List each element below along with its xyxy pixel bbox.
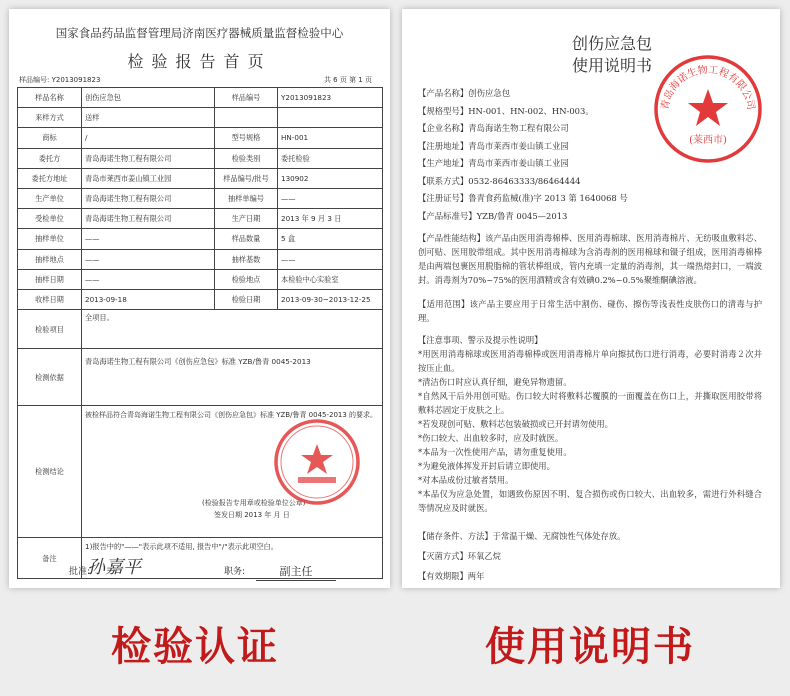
table-label-cell: 生产单位 [18, 188, 82, 208]
post-label: 职务: [224, 567, 246, 577]
manual-field [418, 105, 762, 117]
table-value-cell: 委托检验 [278, 148, 383, 168]
report-page-count: 共 6 页 第 1 页 [323, 76, 372, 84]
table-label-cell: 商标 [18, 128, 82, 148]
manual-title-product: 创伤应急包 [571, 34, 652, 53]
application-scope: 【适用范围】该产品主要应用于日常生活中割伤、碰伤、擦伤等浅表性皮肤伤口的清毒与护理。 [418, 299, 762, 323]
company-seal-text-path: 青岛海诺生物工程有限公司 [659, 64, 757, 111]
table-row [18, 148, 383, 168]
manual-field [418, 192, 762, 204]
warning-item: *伤口较大、出血较多时，应及时就医。 [418, 433, 564, 443]
storage-conditions: 【储存条件、方法】于常温干燥、无腐蚀性气体处存放。 [418, 531, 626, 541]
table-label-cell: 受检单位 [18, 209, 82, 229]
manual-field-key: 【产品标准号】 [418, 210, 477, 221]
inspection-seal-icon [272, 417, 362, 507]
caption-inspection-certification: 检验认证 [111, 624, 279, 670]
table-value-cell: 2013 年 9 月 3 日 [278, 209, 383, 229]
manual-field-key: 【联系方式】 [418, 175, 469, 186]
manual-field-value: 鲁青食药监械(准)字 2013 第 1640068 号 [468, 193, 628, 203]
table-label-cell: 检验日期 [215, 289, 278, 309]
conclusion-date: 签发日期 2013 年 月 日 [214, 511, 290, 520]
table-value-cell: —— [82, 249, 215, 269]
table-label-cell: 样品名称 [18, 88, 82, 108]
table-value-cell: 2013-09-30~2013-12-25 [278, 289, 383, 309]
table-label-cell: 抽样单编号 [215, 188, 278, 208]
warning-item: *若发现创可贴、敷料芯包装破损或已开封请勿使用。 [418, 419, 613, 429]
table-row [18, 310, 383, 349]
basis-label: 检测依据 [18, 349, 82, 406]
test-items-value: 全项目。 [82, 310, 383, 349]
table-value-cell: 5 盒 [278, 229, 383, 249]
manual-field [418, 87, 762, 99]
manual-field-value: 创伤应急包 [468, 88, 511, 98]
validity-period: 【有效期限】两年 [418, 571, 485, 581]
table-label-cell: 检验类别 [215, 148, 278, 168]
table-label-cell [215, 108, 278, 128]
table-value-cell: 青岛海诺生物工程有限公司 [82, 148, 215, 168]
manual-field-value: 0532-86463333/86464444 [468, 175, 581, 186]
manual-field-key: 【规格型号】 [418, 105, 469, 116]
conclusion-cell [82, 407, 382, 536]
manual-field-value: HN-001、HN-002、HN-003。 [468, 105, 594, 116]
company-seal-subtext: (莱西市) [689, 135, 727, 146]
report-title: 检验报告首页 [127, 52, 272, 71]
manual-field-key: 【注册地址】 [418, 140, 469, 151]
conclusion-text: 被检样品符合青岛海诺生物工程有限公司《创伤应急包》标准 YZB/鲁青 0045-2013 的要求。 [85, 411, 378, 420]
table-label-cell: 样品编号/批号 [215, 168, 278, 188]
approve-label: 批准: [69, 567, 91, 577]
warning-item: *自然风干后外用创可贴。伤口较大时将敷料芯覆膜的一面覆盖在伤口上，并撕取医用胶带将敷料芯固定于皮肤之上。 [418, 391, 762, 415]
table-row [18, 289, 383, 309]
warning-item: *本品仅为应急处置，如遇致伤原因不明、复合损伤或伤口较大、出血较多，需进行外科缝合等情况应及时就医。 [418, 489, 762, 513]
manual-field [418, 122, 762, 134]
table-value-cell: —— [278, 249, 383, 269]
warning-item: *对本品成份过敏者禁用。 [418, 475, 514, 485]
table-value-cell: —— [278, 188, 383, 208]
warnings-section [418, 333, 762, 515]
manual-field-value: 青岛海诺生物工程有限公司 [468, 123, 569, 133]
table-label-cell: 抽样地点 [18, 249, 82, 269]
inspection-report-document [9, 9, 390, 588]
table-value-cell: / [82, 128, 215, 148]
table-value-cell: 青岛市莱西市姜山镇工业园 [82, 168, 215, 188]
table-value-cell: Y2013091823 [278, 88, 383, 108]
manual-field-key: 【产品名称】 [418, 88, 469, 98]
table-value-cell: 创伤应急包 [82, 88, 215, 108]
performance-structure: 【产品性能结构】该产品由医用消毒棉棒、医用消毒棉球、医用消毒棉片、无纺吸血敷料芯、创可贴、医用胶带组成。其中医用消毒棉球为含消毒剂的医用棉球和镊子组成，医用消毒棉棒是由两端包裹医用脱脂棉的管状棒组成，管内充填一定量的消毒剂，其一端热熔封口，一端波封。消毒剂为70%~75%的医用酒精或含有效碘0.2%~0.5%聚维酮碘溶液。 [418, 233, 762, 285]
table-label-cell: 委托方 [18, 148, 82, 168]
test-items-label: 检验项目 [18, 310, 82, 349]
post-value: 副主任 [256, 563, 336, 581]
manual-field-value: 青岛市莱西市姜山镇工业园 [468, 158, 569, 168]
table-label-cell: 生产日期 [215, 209, 278, 229]
manual-field-value: YZB/鲁青 0045—2013 [476, 210, 568, 221]
table-row [18, 349, 383, 406]
manual-field [418, 210, 762, 222]
table-row [18, 188, 383, 208]
table-label-cell: 收样日期 [18, 289, 82, 309]
table-row [18, 108, 383, 128]
table-row [18, 229, 383, 249]
table-value-cell: 130902 [278, 168, 383, 188]
approver-signature: 孙嘉平 [87, 557, 141, 578]
table-row [18, 209, 383, 229]
warning-item: *为避免液体挥发开封后请立即使用。 [418, 461, 555, 471]
table-value-cell: 青岛海诺生物工程有限公司 [82, 188, 215, 208]
table-value-cell: 送样 [82, 108, 215, 128]
warning-item: *清洁伤口时应认真仔细，避免异物遗留。 [418, 377, 572, 387]
warning-item: *用医用消毒棉球或医用消毒棉棒或医用消毒棉片单向擦拭伤口进行消毒，必要时消毒２次并按压止血。 [418, 349, 762, 373]
table-value-cell: —— [82, 229, 215, 249]
table-label-cell: 抽样日期 [18, 269, 82, 289]
table-value-cell: HN-001 [278, 128, 383, 148]
table-label-cell: 型号规格 [215, 128, 278, 148]
warning-item: 【注意事项、警示及提示性说明】 [418, 335, 543, 345]
table-value-cell: 本检验中心实验室 [278, 269, 383, 289]
manual-field [418, 157, 762, 169]
manual-field [418, 175, 762, 187]
table-label-cell: 委托方地址 [18, 168, 82, 188]
table-label-cell: 样品数量 [215, 229, 278, 249]
manual-field-key: 【企业名称】 [418, 123, 469, 133]
report-sample-number: 样品编号: Y2013091823 [19, 76, 101, 84]
table-row [18, 249, 383, 269]
warning-item: *本品为一次性使用产品，请勿重复使用。 [418, 447, 572, 457]
table-row [18, 269, 383, 289]
table-label-cell: 来样方式 [18, 108, 82, 128]
conclusion-seal-note: (检验报告专用章或检验单位公章) [202, 499, 306, 508]
sterilization-method: 【灭菌方式】环氧乙烷 [418, 551, 501, 561]
manual-title: 使用说明书 [571, 56, 652, 75]
remark-label: 备注 [18, 538, 82, 579]
table-value-cell [278, 108, 383, 128]
table-label-cell: 抽样基数 [215, 249, 278, 269]
report-organization: 国家食品药品监督管理局济南医疗器械质量监督检验中心 [55, 26, 344, 40]
table-label-cell: 检验地点 [215, 269, 278, 289]
basis-value: 青岛海诺生物工程有限公司《创伤应急包》标准 YZB/鲁青 0045-2013 [82, 349, 383, 406]
table-row [18, 406, 383, 538]
table-row [18, 128, 383, 148]
manual-field-key: 【生产地址】 [418, 158, 469, 168]
manual-field [418, 140, 762, 152]
instruction-manual-document [402, 9, 780, 588]
manual-field-value: 青岛市莱西市姜山镇工业园 [468, 140, 569, 151]
table-label-cell: 样品编号 [215, 88, 278, 108]
caption-instruction-manual: 使用说明书 [485, 624, 695, 670]
table-row [18, 168, 383, 188]
manual-field-key: 【注册证号】 [418, 193, 469, 203]
conclusion-label: 检测结论 [18, 406, 82, 538]
table-value-cell: 青岛海诺生物工程有限公司 [82, 209, 215, 229]
table-row [18, 88, 383, 108]
table-value-cell: —— [82, 269, 215, 289]
table-label-cell: 抽样单位 [18, 229, 82, 249]
report-table [17, 87, 383, 579]
table-value-cell: 2013-09-18 [82, 289, 215, 309]
remark-text: 1)报告中的"——"表示此项不适用, 报告中"/"表示此项空白。 [82, 538, 383, 579]
